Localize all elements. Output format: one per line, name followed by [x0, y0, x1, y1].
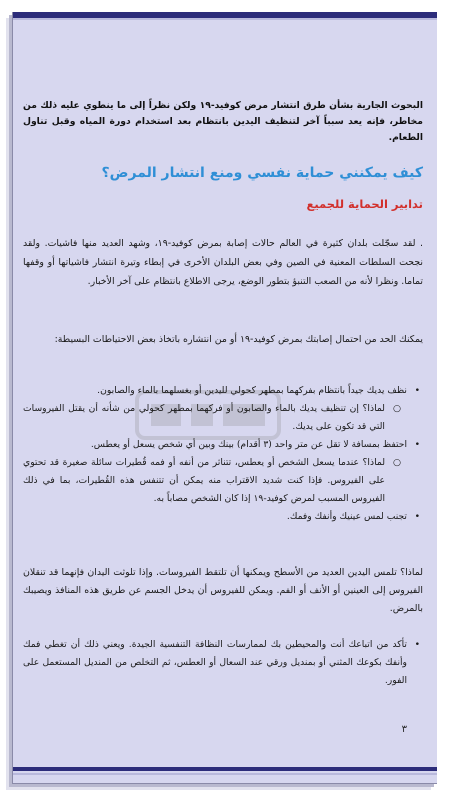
section-subheading: تدابير الحماية للجميع [306, 197, 423, 211]
list-item-text: نظف يديك جيداً بانتظام بفركهما بمطهر كحولي لليدين أو بغسلهما بالماء والصابون. [97, 385, 407, 396]
bullet-icon: • [414, 639, 420, 650]
list-item [23, 436, 423, 454]
paragraph-why-touch: لماذا؟ تلمس اليدين العديد من الأسطح ويمكنها أن تلتقط الفيروسات. وإذا تلوثت اليدان فإنهما قد تنقلان الفيروس إلى العينين أو الأنف أو الفم. ويمكن للفيروس أن يدخل الجسم عن طريق هذه المنافذ ويصيبك بالمرض. [23, 567, 423, 614]
top-border-rule-light [13, 18, 437, 20]
list-subitem [23, 400, 423, 436]
circle-bullet-icon: ○ [392, 403, 401, 414]
page-number: ٣ [401, 724, 407, 735]
bullet-icon: • [414, 385, 420, 396]
document-page [12, 12, 437, 784]
intro-paragraph: البحوث الجارية بشأن طرق انتشار مرض كوفيد-١٩ ولكن نظراً إلى ما ينطوي عليه ذلك من مخاطر، فإنه يعد سبباً آخر لتنظيف اليدين بانتظام بعد استخدام دورة المياه وقبل تناول الطعام. [23, 100, 423, 143]
list-subitem-text: لماذا؟ عندما يسعل الشخص أو يعطس، تتناثر من أنفه أو فمه قُطيرات سائلة صغيرة قد تحتوي على الفيروس. فإذا كنت شديد الاقتراب منه يمكن أن تتنفس هذه القُطيرات، بما في ذلك الفيروس المسبب لمرض كوفيد-١٩ إذا كان الشخص مصاباً به. [23, 457, 385, 504]
paragraph-precautions: يمكنك الحد من احتمال إصابتك بمرض كوفيد-١٩ أو من انتشاره باتخاذ بعض الاحتياطات البسيطة: [54, 334, 423, 345]
circle-bullet-icon: ○ [392, 457, 401, 468]
list-subitem [23, 454, 423, 508]
list-item-text: احتفظ بمسافة لا تقل عن متر واحد (٣ أقدام) بينك وبين أي شخص يسعل أو يعطس. [90, 439, 407, 450]
list-subitem-text: لماذا؟ إن تنظيف يديك بالماء والصابون أو فركهما بمطهر كحولي من شأنه أن يقتل الفيروسات التي قد تكون على يديك. [23, 403, 385, 432]
list-item [23, 382, 423, 400]
list-item [23, 636, 423, 690]
bottom-border-rule-light [13, 773, 437, 775]
bullet-icon: • [414, 439, 420, 450]
list-item-text: تجنب لمس عينيك وأنفك وفمك. [286, 511, 407, 522]
hygiene-list [23, 636, 423, 690]
precautions-list [23, 382, 423, 526]
bullet-icon: • [414, 511, 420, 522]
list-item-text: تأكد من اتباعك أنت والمحيطين بك لممارسات النظافة التنفسية الجيدة. ويعني ذلك أن تغطي فمك وأنفك بكوعك المثني أو بمنديل ورقي عند السعال أو العطس، ثم التخلص من المنديل المستعمل على الفور. [23, 639, 407, 686]
section-heading: كيف يمكنني حماية نفسي ومنع انتشار المرض؟ [101, 165, 423, 181]
list-item [23, 508, 423, 526]
bottom-border-rule [13, 767, 437, 771]
paragraph-outbreak: . لقد سجّلت بلدان كثيرة في العالم حالات إصابة بمرض كوفيد-١٩، وشهد العديد منها فاشيات. ولقد نجحت السلطات المعنية في الصين وفي بعض البلدان الأخرى في إبطاء وتيرة انتشار فاشياتها أو وقفها تماما. ونظرا لأنه من الصعب التنبؤ بتطور الوضع، يرجى الاطلاع بانتظام على آخر الأخبار. [23, 238, 423, 287]
